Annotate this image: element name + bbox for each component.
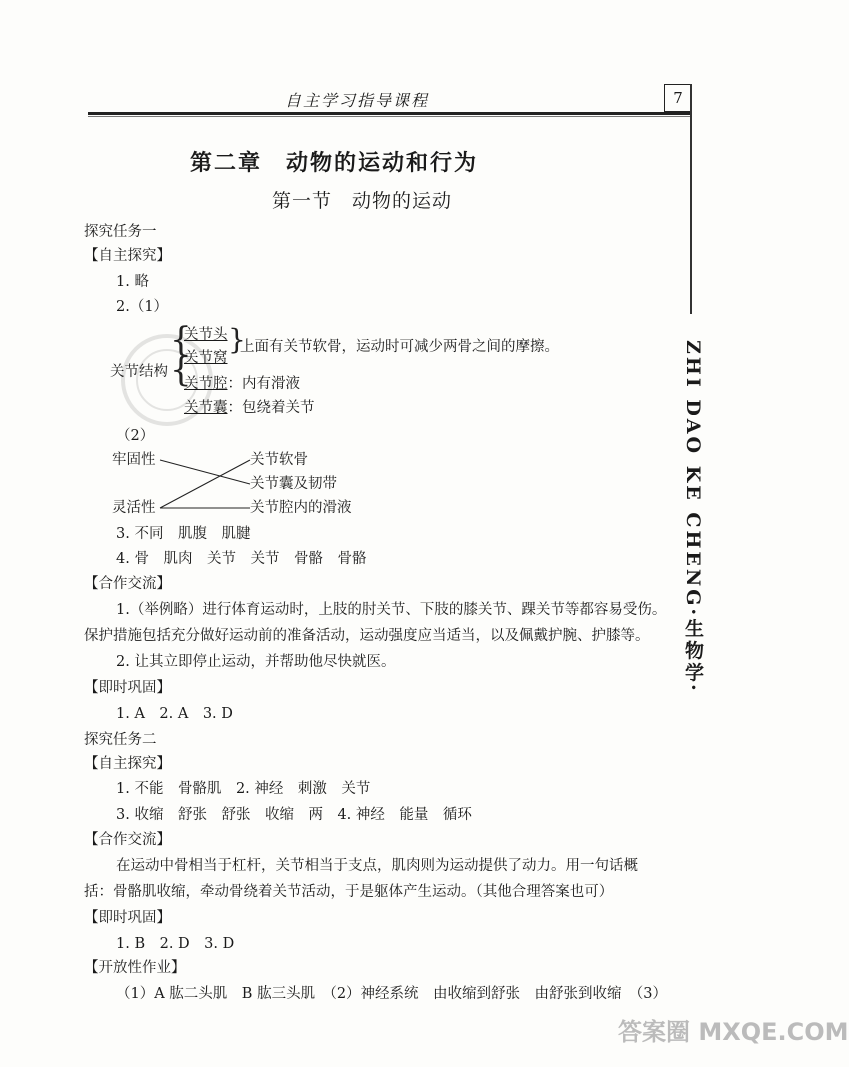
diagram-branch-joint-cavity: 关节腔	[184, 376, 228, 392]
task2-cooperate-tag: 【合作交流】	[84, 832, 171, 848]
task1-consolidate-answers: 1. A 2. A 3. D	[116, 706, 233, 722]
diagram-branch-joint-head: 关节头	[184, 327, 228, 343]
task1-heading: 探究任务一	[84, 224, 157, 240]
task2-consolidate-answers: 1. B 2. D 3. D	[116, 936, 235, 952]
task2-open-work-line1: （1）A 肱二头肌 B 肱三头肌 （2）神经系统 由收缩到舒张 由舒张到收缩 （3）	[116, 986, 668, 1002]
task1-self-explore-tag: 【自主探究】	[84, 248, 171, 264]
task1-cooperate-p2: 2. 让其立即停止运动，并帮助他尽快就医。	[116, 654, 396, 670]
diagram-note-capsule: ：包绕着关节	[227, 400, 315, 416]
task2-heading: 探究任务二	[84, 732, 157, 748]
task2-cooperate-p1a: 在运动中骨相当于杠杆，关节相当于支点，肌肉则为运动提供了动力。用一句话概	[116, 858, 638, 874]
task1-item4: 4. 骨 肌肉 关节 关节 骨骼 骨骼	[116, 551, 367, 567]
task1-cooperate-p1b: 保护措施包括充分做好运动前的准备活动，运动强度应当适当，以及佩戴护腕、护膝等。	[84, 628, 650, 644]
diagram-note-cavity: ：内有滑液	[227, 376, 300, 392]
diagram-branch-joint-socket: 关节窝	[184, 350, 228, 366]
diagram-brace-outer-lower: {	[170, 350, 192, 390]
task1-item3: 3. 不同 肌腹 肌腱	[116, 526, 251, 542]
running-header-title: 自主学习指导课程	[285, 91, 430, 110]
task2-self-explore-tag: 【自主探究】	[84, 756, 171, 772]
side-margin-text: ZHI DAO KE CHENG·生物学·	[682, 340, 704, 694]
match-right-cartilage: 关节软骨	[250, 452, 308, 468]
diagram-branch-joint-capsule: 关节囊	[184, 400, 228, 416]
match-line-flexibility-cartilage	[160, 460, 250, 508]
diagram-root-label: 关节结构	[110, 364, 168, 380]
diagram-note-cartilage: 上面有关节软骨，运动时可减少两骨之间的摩擦。	[240, 339, 559, 355]
diagram-brace-outer: {	[170, 320, 192, 360]
task2-consolidate-tag: 【即时巩固】	[84, 910, 171, 926]
task1-cooperate-p1a: 1.（举例略）进行体育运动时，上肢的肘关节、下肢的膝关节、踝关节等都容易受伤。	[116, 602, 667, 618]
task2-self-explore-line1: 1. 不能 骨骼肌 2. 神经 刺激 关节	[116, 781, 371, 797]
match-right-capsule-ligament: 关节囊及韧带	[250, 476, 337, 492]
task2-open-work-tag: 【开放性作业】	[84, 960, 186, 976]
task2-self-explore-line2: 3. 收缩 舒张 舒张 收缩 两 4. 神经 能量 循环	[116, 807, 472, 823]
task1-item1: 1. 略	[116, 274, 149, 290]
task1-item2-label: 2.（1）	[116, 299, 169, 315]
task1-consolidate-tag: 【即时巩固】	[84, 680, 171, 696]
match-line-firmness-capsule	[160, 460, 250, 484]
diagram-brace-inner: }	[228, 323, 246, 356]
match-left-firmness: 牢固性	[112, 452, 156, 468]
chapter-title: 第二章 动物的运动和行为	[190, 150, 479, 176]
match-left-flexibility: 灵活性	[112, 500, 156, 516]
site-watermark: 答案圈 MXQE.COM	[618, 1018, 849, 1046]
task1-cooperate-tag: 【合作交流】	[84, 576, 171, 592]
task2-cooperate-p1b: 括：骨骼肌收缩，牵动骨绕着关节活动，于是躯体产生运动。（其他合理答案也可）	[84, 884, 614, 900]
page-number: 7	[664, 84, 692, 112]
section-title: 第一节 动物的运动	[272, 190, 453, 212]
match-right-synovial-fluid: 关节腔内的滑液	[250, 500, 352, 516]
task1-item2-sub: （2）	[116, 428, 155, 444]
